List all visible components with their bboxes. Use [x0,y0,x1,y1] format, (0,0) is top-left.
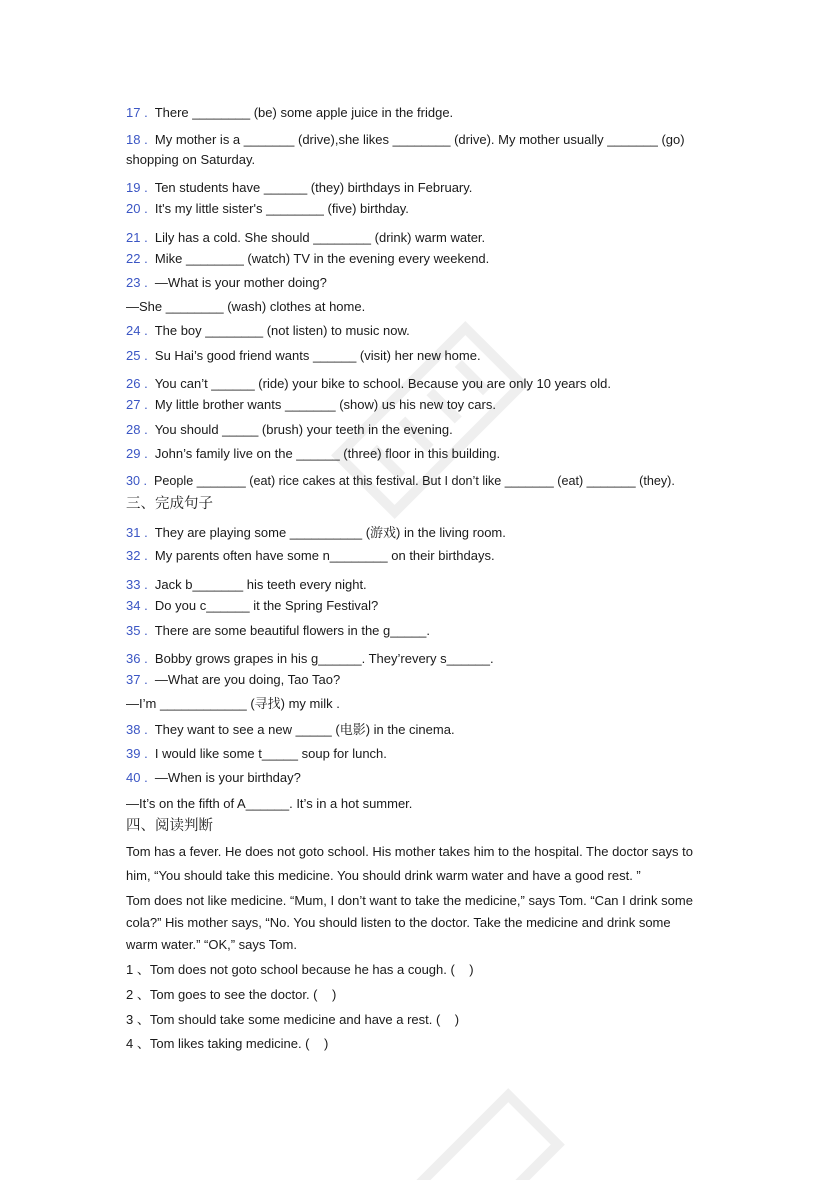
exercise-item [126,472,706,491]
exercise-item [126,596,706,615]
item-text: There ________ (be) some apple juice in the fridge. [154,105,454,120]
item-number: 22 . [126,251,148,266]
exercise-item [126,649,706,668]
question-text: Tom goes to see the doctor. ( ) [149,987,337,1002]
question-text: Tom does not goto school because he has a cough. ( ) [149,962,474,977]
item-number: 25 . [126,348,148,363]
item-text: My little brother wants _______ (show) us his new toy cars. [154,397,496,412]
item-text: You should _____ (brush) your teeth in the evening. [154,422,453,437]
item-number: 33 . [126,577,148,592]
exercise-item [126,444,706,463]
item-text: Ten students have ______ (they) birthdays in February. [154,180,473,195]
exercise-item [126,621,706,640]
exercise-item [126,768,706,787]
exercise-item [126,546,706,565]
item-text: My mother is a _______ (drive),she likes ________ (drive). My mother usually _______ (go) shopping on Saturday. [126,132,685,167]
item-number: 28 . [126,422,148,437]
item-text: Su Hai’s good friend wants ______ (visit) her new home. [154,348,481,363]
exercise-item [126,374,706,393]
exercise-continuation: —She ________ (wash) clothes at home. [126,299,366,314]
exercise-item [126,420,706,439]
exercise-item [126,575,706,594]
exercise-item [126,273,706,292]
item-text: They are playing some __________ (游戏) in the living room. [154,525,506,540]
item-text: The boy ________ (not listen) to music now. [154,323,410,338]
item-text: I would like some t_____ soup for lunch. [154,746,387,761]
watermark-stamp [380,1080,580,1180]
item-number: 39 . [126,746,148,761]
item-number: 18 . [126,132,148,147]
item-text: Do you c______ it the Spring Festival? [154,598,379,613]
item-number: 23 . [126,275,148,290]
section-heading-4: 四、阅读判断 [126,818,213,834]
item-number: 40 . [126,770,148,785]
question-number: 2 、 [126,987,150,1002]
exercise-continuation: —It’s on the fifth of A______. It’s in a hot summer. [126,796,413,811]
question-text: Tom should take some medicine and have a rest. ( ) [149,1012,460,1027]
exercise-item [126,228,706,247]
item-text: Jack b_______ his teeth every night. [154,577,367,592]
question-text: Tom likes taking medicine. ( ) [149,1036,329,1051]
question-number: 4 、 [126,1036,150,1051]
item-text: Lily has a cold. She should ________ (drink) warm water. [154,230,486,245]
item-number: 37 . [126,672,148,687]
question-number: 1 、 [126,962,150,977]
item-text: —When is your birthday? [154,770,301,785]
item-text: Bobby grows grapes in his g______. They’revery s______. [154,651,494,666]
judgment-question [126,1034,706,1053]
item-text: Mike ________ (watch) TV in the evening every weekend. [154,251,490,266]
item-text: They want to see a new _____ (电影) in the cinema. [154,722,455,737]
item-number: 36 . [126,651,148,666]
item-number: 26 . [126,376,148,391]
exercise-item [126,321,706,340]
item-number: 24 . [126,323,148,338]
item-number: 31 . [126,525,148,540]
item-number: 19 . [126,180,148,195]
item-text: People _______ (eat) rice cakes at this festival. But I don’t like _______ (eat) _______ (they). [154,474,675,488]
exercise-item [126,720,706,739]
exercise-item [126,103,706,122]
item-number: 21 . [126,230,148,245]
exercise-item [126,523,706,542]
judgment-question [126,960,706,979]
reading-passage-paragraph: Tom has a fever. He does not goto school. His mother takes him to the hospital. The doctor says to him, “You should take this medicine. You should drink warm water and have a good rest. ” [126,844,693,883]
item-number: 30 . [126,474,148,488]
item-text: You can’t ______ (ride) your bike to school. Because you are only 10 years old. [154,376,611,391]
exercise-item [126,178,706,197]
judgment-question [126,1010,706,1029]
judgment-question [126,985,706,1004]
exercise-item [126,249,706,268]
section-heading-3: 三、完成句子 [126,496,213,512]
item-text: It's my little sister's ________ (five) birthday. [154,201,409,216]
item-text: —What is your mother doing? [154,275,327,290]
item-text: There are some beautiful flowers in the g_____. [154,623,431,638]
item-text: John’s family live on the ______ (three) floor in this building. [154,446,501,461]
exercise-item [126,395,706,414]
item-number: 32 . [126,548,148,563]
item-number: 17 . [126,105,148,120]
exercise-item [126,670,706,689]
item-text: My parents often have some n________ on their birthdays. [154,548,495,563]
exercise-continuation: —I’m ____________ (寻找) my milk . [126,696,340,711]
item-number: 35 . [126,623,148,638]
question-number: 3 、 [126,1012,150,1027]
exercise-item [126,199,706,218]
exercise-item [126,744,706,763]
item-number: 34 . [126,598,148,613]
reading-passage-paragraph: Tom does not like medicine. “Mum, I don’t want to take the medicine,” says Tom. “Can I drink some cola?” His mother says, “No. You should listen to the doctor. Take the medicine and drink some warm water.” “OK,” says Tom. [126,893,693,952]
item-number: 38 . [126,722,148,737]
exercise-item [126,346,706,365]
exercise-item [126,130,704,170]
item-number: 29 . [126,446,148,461]
item-text: —What are you doing, Tao Tao? [154,672,341,687]
item-number: 27 . [126,397,148,412]
item-number: 20 . [126,201,148,216]
